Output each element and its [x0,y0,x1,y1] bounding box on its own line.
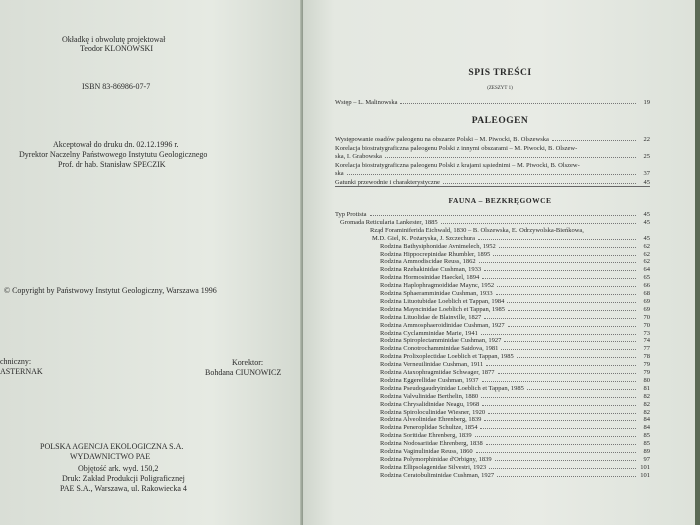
toc-row [380,258,650,266]
toc-row [335,211,650,219]
toc-entry-label: Rodzina Sphaeramminidae Cushman, 1933 [380,290,493,297]
toc-entry-label: Rodzina Alveolinidae Ehrenberg, 1839 [380,416,482,424]
toc-entry-page: 70 [643,321,650,329]
copyright: © Copyright by Państwowy Instytut Geologiczny, Warszawa 1996 [4,286,217,295]
toc-entry-page: 19 [643,99,650,106]
toc-entry-page: 69 [643,305,650,313]
volume-size: Objętość ark. wyd. 150,2 [78,464,159,473]
toc-entry-page: 85 [643,432,650,440]
toc-entry-label: Rząd Foraminiferida Eichwald, 1830 – B. Olszewska, E. Odrzywolska-Bieńkowa, [370,226,584,234]
toc-row [380,314,650,322]
toc-entry-page: 62 [643,258,650,266]
toc-entry-page: 89 [643,448,650,455]
toc-row [380,306,650,314]
toc-entry-label: Rodzina Rzehakinidae Cushman, 1933 [380,266,482,274]
toc-entry-page: 84 [643,416,650,424]
toc-row [380,464,650,472]
toc-entry-label: ska, I. Grabowska [335,153,382,160]
toc-entry-page: 80 [643,376,650,384]
volume-note: (ZESZYT 1) [487,86,513,91]
toc-entry-label: Rodzina Hippocrepinidae Rhumbler, 1895 [380,250,491,258]
toc-entry-label: Rodzina Nodosariidae Ehrenberg, 1838 [380,440,483,448]
toc-entry-label: Rodzina Bathysiphonidae Avnimelech, 1952 [380,242,496,250]
toc-entry-page: 84 [643,424,650,432]
toc-row [372,235,650,243]
toc-entry-page: 62 [643,250,650,258]
corrector-name: Bohdana CIUNOWICZ [205,368,282,377]
technical-editor-name: ASTERNAK [0,367,43,376]
toc-entry-label: Rodzina Prolixoplectidae Loeblich et Tappan, 1985 [380,353,514,361]
toc-entry-label: ska [335,170,344,177]
toc-entry-label: Rodzina Ammosphaeroidinidae Cushman, 1927 [380,321,505,329]
publisher-imprint: WYDAWNICTWO PAE [70,452,151,461]
toc-row [380,251,650,259]
toc-row [380,409,650,417]
toc-row [380,274,650,282]
toc-title: SPIS TREŚCI [468,68,532,78]
toc-entry-label: Rodzina Mayncinidae Loeblich et Tappan, 1985 [380,305,506,313]
accepted-date: Akceptował do druku dn. 02.12.1996 r. [53,140,179,149]
toc-entry-page: 78 [643,353,650,361]
toc-row [335,136,650,144]
toc-row [335,153,650,161]
toc-entry-page: 73 [643,329,650,337]
toc-row [380,282,650,290]
toc-row [380,243,650,251]
toc-entry-page: 74 [643,337,650,345]
director-title: Dyrektor Naczelny Państwowego Instytutu Geologicznego [19,150,208,159]
toc-entry-page: 62 [643,242,650,250]
toc-entry-page: 68 [643,290,650,297]
cover-designer-name: Teodor KLONOWSKI [80,44,153,53]
toc-entry-page: 45 [643,234,650,242]
toc-row [380,424,650,432]
toc-row [380,448,650,456]
toc-entry-label: Rodzina Hormosinidae Haeckel, 1894 [380,274,480,282]
toc-entry-page: 22 [643,136,650,143]
publisher-name: POLSKA AGENCJA EKOLOGICZNA S.A. [40,442,184,451]
toc-row [335,145,650,153]
toc-row [380,345,650,353]
toc-entry-label: Rodzina Ceratobuliminidae Cushman, 1927 [380,471,495,479]
toc-entry-label: Wstęp – L. Malinowska [335,99,398,106]
toc-entry-label: Rodzina Ataxophragmiidae Schwager, 1877 [380,369,495,376]
toc-entry-label: Rodzina Spiroloculinidae Wiesner, 1920 [380,408,486,416]
toc-row [380,322,650,330]
toc-row [380,298,650,306]
toc-row [380,393,650,401]
left-page [0,0,302,525]
section-divider [335,186,650,187]
printer-line-2: PAE S.A., Warszawa, ul. Rakowiecka 4 [60,484,187,493]
toc-row [380,440,650,448]
toc-entry-label: Rodzina Cyclamminidae Marie, 1941 [380,329,478,337]
toc-row [380,401,650,409]
toc-entry-page: 101 [640,463,650,471]
toc-entry-label: Rodzina Conotrochamminidae Saidova, 1981 [380,345,499,353]
toc-entry-label: Rodzina Lituotubidae Loeblich et Tappan, 1984 [380,297,505,305]
toc-row [335,162,650,170]
paleogen-heading: PALEOGEN [471,116,529,126]
toc-entry-label: Rodzina Valvulinidae Berthelin, 1880 [380,392,479,400]
toc-entry-page: 45 [643,178,650,186]
toc-row [380,361,650,369]
toc-entry-page: 101 [640,471,650,479]
toc-entry-label: Rodzina Lituolidae de Blainville, 1827 [380,313,482,321]
toc-entry-label: Rodzina Soritidae Ehrenberg, 1839 [380,432,472,440]
toc-entry-page: 81 [643,384,650,392]
toc-row [340,219,650,227]
toc-entry-page: 85 [643,440,650,448]
toc-entry-label: Rodzina Pseudogaudryinidae Loeblich et Tappan, 1985 [380,384,524,392]
toc-entry-label: Typ Protista [335,211,367,218]
toc-entry-page: 82 [643,400,650,408]
toc-row [380,416,650,424]
toc-row [380,385,650,393]
toc-entry-label: Korelacja biostratygraficzna paleogenu Polski z krajami sąsiednimi – M. Piwocki, B. Olszew- [335,161,580,169]
toc-entry-page: 37 [643,170,650,177]
toc-row [380,337,650,345]
toc-entry-label: Rodzina Haplophragmoididae Maync, 1952 [380,282,495,290]
director-name: Prof. dr hab. Stanisław SPECZIK [58,160,166,169]
toc-row [380,472,650,480]
toc-entry-label: Rodzina Peneroplidae Schultze, 1854 [380,424,478,432]
toc-entry-page: 25 [643,153,650,160]
isbn: ISBN 83-86986-07-7 [82,82,151,91]
toc-entry-label: Korelacja biostratygraficzna paleogenu Polski z innymi obszarami – M. Piwocki, B. Olszew- [335,144,578,152]
toc-row [380,432,650,440]
toc-row [380,369,650,377]
toc-entry-label: M.D. Giel, K. Pożaryska, J. Szczechura [372,234,476,242]
toc-row [380,330,650,338]
toc-row [380,353,650,361]
technical-editor-label: chniczny: [0,357,32,366]
toc-entry-label: Gatunki przewodnie i charakterystyczne [335,178,440,186]
toc-row [335,170,650,178]
toc-entry-label: Rodzina Eggerellidae Cushman, 1937 [380,376,479,384]
toc-entry-label: Rodzina Ammodiscidae Reuss, 1862 [380,258,476,266]
toc-entry-page: 82 [643,408,650,416]
toc-row [380,266,650,274]
toc-entry-page: 70 [643,313,650,321]
toc-entry-label: Rodzina Polymorphinidae d'Orbigny, 1839 [380,455,492,463]
toc-row [380,456,650,464]
toc-entry-label: Gromada Reticularia Lankester, 1885 [340,218,438,226]
toc-entry-page: 65 [643,274,650,282]
toc-entry-label: Rodzina Verneuilinidae Cushman, 1911 [380,361,484,369]
cover-design-label: Okładkę i obwolutę projektował [62,35,166,44]
toc-entry-page: 45 [643,218,650,226]
printer-line-1: Druk: Zakład Produkcji Poligraficznej [62,474,185,483]
toc-entry-page: 97 [643,455,650,463]
toc-entry-page: 69 [643,297,650,305]
toc-entry-page: 79 [643,369,650,376]
fauna-heading: FAUNA – BEZKRĘGOWCE [448,196,552,205]
corrector-label: Korektor: [232,358,264,367]
toc-entry-page: 77 [643,345,650,353]
toc-entry-page: 64 [643,266,650,274]
toc-entry-label: Rodzina Vaginulinidae Reuss, 1860 [380,448,473,455]
toc-entry-page: 82 [643,392,650,400]
toc-entry-page: 79 [643,361,650,369]
toc-row [370,227,650,235]
toc-entry-page: 45 [643,211,650,218]
toc-row-intro [335,99,650,107]
toc-entry-label: Rodzina Spiroplectamminidae Cushman, 1927 [380,337,502,345]
toc-entry-label: Rodzina Chrysalidinidae Neagu, 1968 [380,400,480,408]
toc-entry-page: 66 [643,282,650,290]
toc-entry-label: Rodzina Ellipsolagenidae Silvestri, 1923 [380,463,487,471]
toc-entry-label: Występowanie osadów paleogenu na obszarze Polski – M. Piwocki, B. Olszewska [335,136,549,143]
toc-row [380,290,650,298]
toc-row [380,377,650,385]
